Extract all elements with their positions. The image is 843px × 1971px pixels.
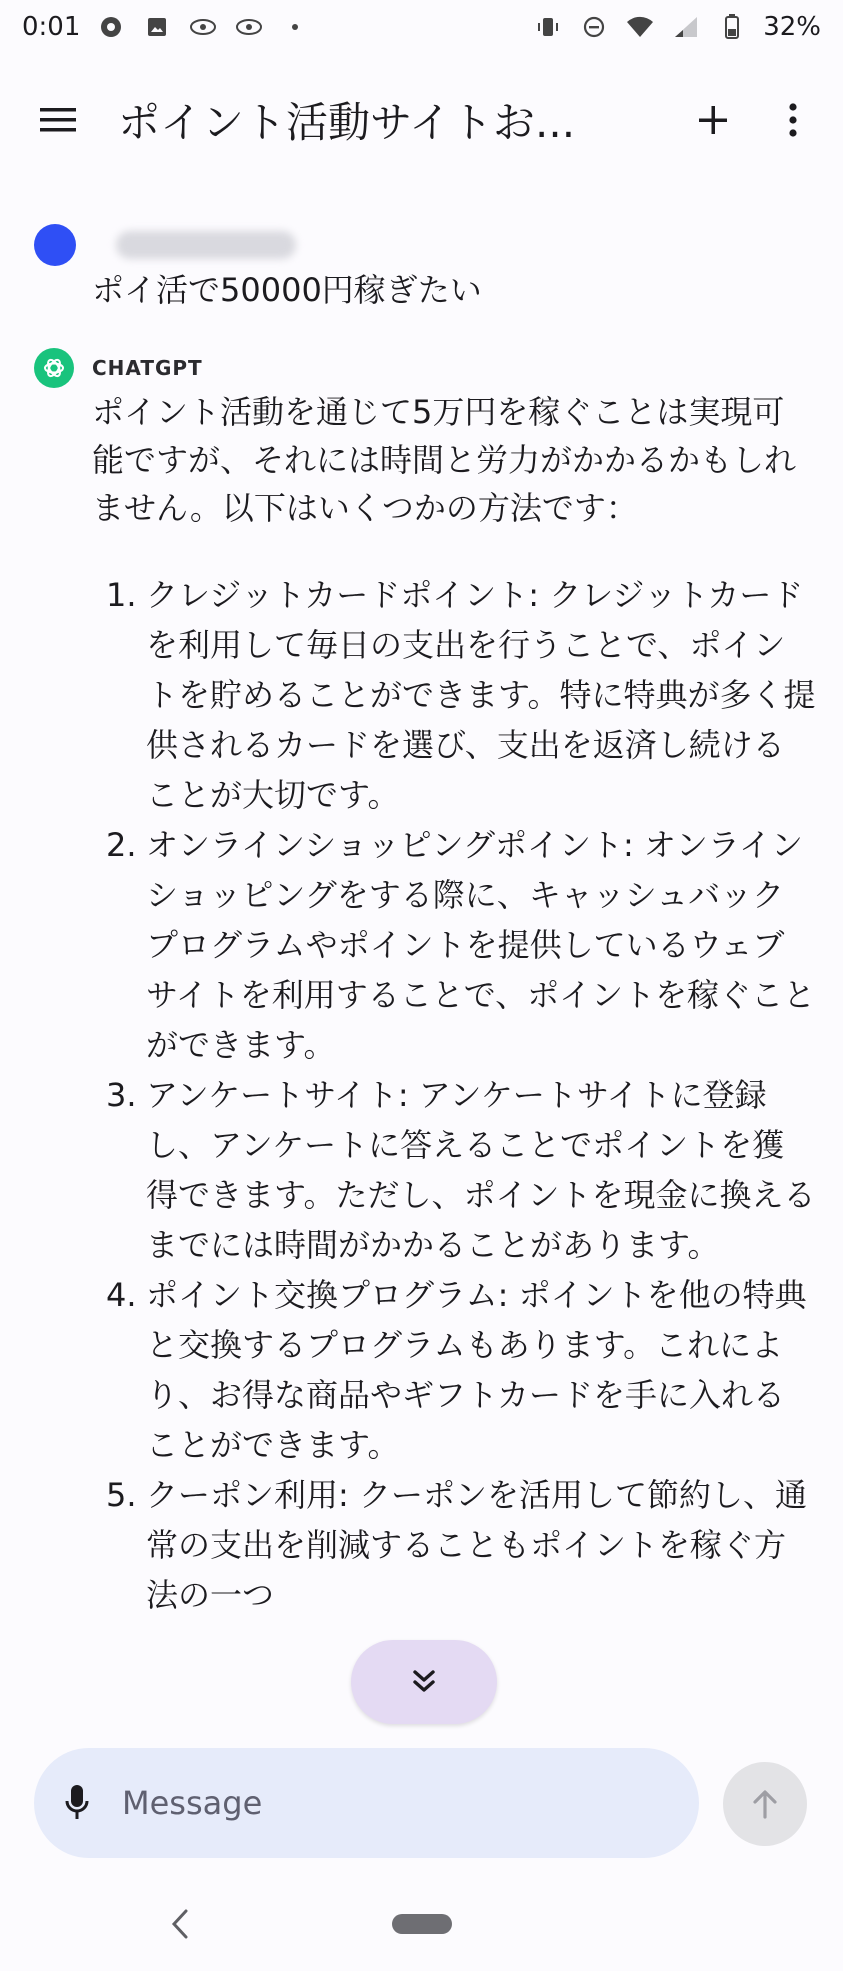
list-item	[96, 570, 816, 820]
microphone-icon	[64, 1783, 90, 1823]
assistant-intro-text: ポイント活動を通じて5万円を稼ぐことは実現可能ですが、それには時間と労力がかかるかもしれません。以下はいくつかの方法です：	[92, 393, 797, 527]
list-item	[96, 1070, 816, 1270]
list-item	[96, 1470, 816, 1620]
chat-area[interactable]	[0, 210, 843, 1680]
system-navigation-bar	[0, 1890, 843, 1971]
list-item-number: 4.	[106, 1276, 137, 1314]
assistant-message-header	[34, 348, 203, 388]
message-input[interactable]	[120, 1783, 644, 1823]
answer-list	[96, 570, 816, 1620]
list-item-number: 2.	[106, 826, 137, 864]
battery-percent: 32%	[763, 12, 821, 42]
status-left	[22, 12, 310, 42]
gallery-icon	[142, 12, 172, 42]
status-right	[533, 12, 821, 42]
plus-icon	[696, 103, 730, 137]
list-item-number: 1.	[106, 576, 137, 614]
scroll-to-bottom-button[interactable]	[351, 1640, 497, 1724]
status-bar	[0, 0, 843, 54]
assistant-name: CHATGPT	[92, 356, 203, 380]
app-bar	[0, 72, 843, 168]
chrome-icon	[96, 12, 126, 42]
double-chevron-down-icon	[409, 1667, 439, 1697]
list-item-number: 3.	[106, 1076, 137, 1114]
menu-icon	[38, 105, 78, 135]
list-item-text: アンケートサイト: アンケートサイトに登録し、アンケートに答えることでポイントを獲得できます。ただし、ポイントを現金に換えるまでには時間がかかることがあります。	[146, 1076, 816, 1264]
openai-logo-icon	[41, 355, 67, 381]
list-item-text: クーポン利用: クーポンを活用して節約し、通常の支出を削減することもポイントを稼ぐ方法の一つ	[146, 1476, 807, 1614]
list-item-text: ポイント交換プログラム: ポイントを他の特典と交換するプログラムもあります。これにより、お得な商品やギフトカードを手に入れることができます。	[146, 1276, 807, 1464]
send-button[interactable]	[723, 1762, 807, 1846]
user-avatar	[34, 224, 76, 266]
conversation-title: ポイント活動サイトお...	[118, 98, 576, 147]
arrow-up-icon	[748, 1787, 782, 1821]
vibrate-icon	[533, 12, 563, 42]
list-item-text: クレジットカードポイント: クレジットカードを利用して毎日の支出を行うことで、ポイントを貯めることができます。特に特典が多く提供されるカードを選び、支出を返済し続けることが大切です。	[146, 576, 816, 814]
list-item	[96, 820, 816, 1070]
back-button[interactable]	[160, 1904, 200, 1944]
signal-icon	[671, 12, 701, 42]
status-time: 0:01	[22, 12, 81, 42]
new-chat-button[interactable]	[683, 90, 743, 150]
dot-icon	[280, 12, 310, 42]
list-item-number: 5.	[106, 1476, 137, 1514]
microphone-button[interactable]	[64, 1783, 90, 1823]
dnd-icon	[579, 12, 609, 42]
home-pill[interactable]	[392, 1914, 452, 1934]
user-message-text: ポイ活で50000円稼ぎたい	[92, 271, 482, 309]
more-options-button[interactable]	[763, 90, 823, 150]
menu-button[interactable]	[34, 96, 82, 144]
wifi-icon	[625, 12, 655, 42]
user-message-header	[34, 224, 296, 266]
list-item-text: オンラインショッピングポイント: オンラインショッピングをする際に、キャッシュバックプログラムやポイントを提供しているウェブサイトを利用することで、ポイントを稼ぐことができます。	[146, 826, 816, 1064]
chatgpt-avatar	[34, 348, 74, 388]
eye-icon	[234, 12, 264, 42]
eye-icon	[188, 12, 218, 42]
battery-icon	[717, 12, 747, 42]
chevron-left-icon	[170, 1908, 190, 1940]
more-vert-icon	[787, 102, 799, 138]
user-name-blurred	[116, 231, 296, 259]
message-composer	[34, 1748, 699, 1858]
list-item	[96, 1270, 816, 1470]
